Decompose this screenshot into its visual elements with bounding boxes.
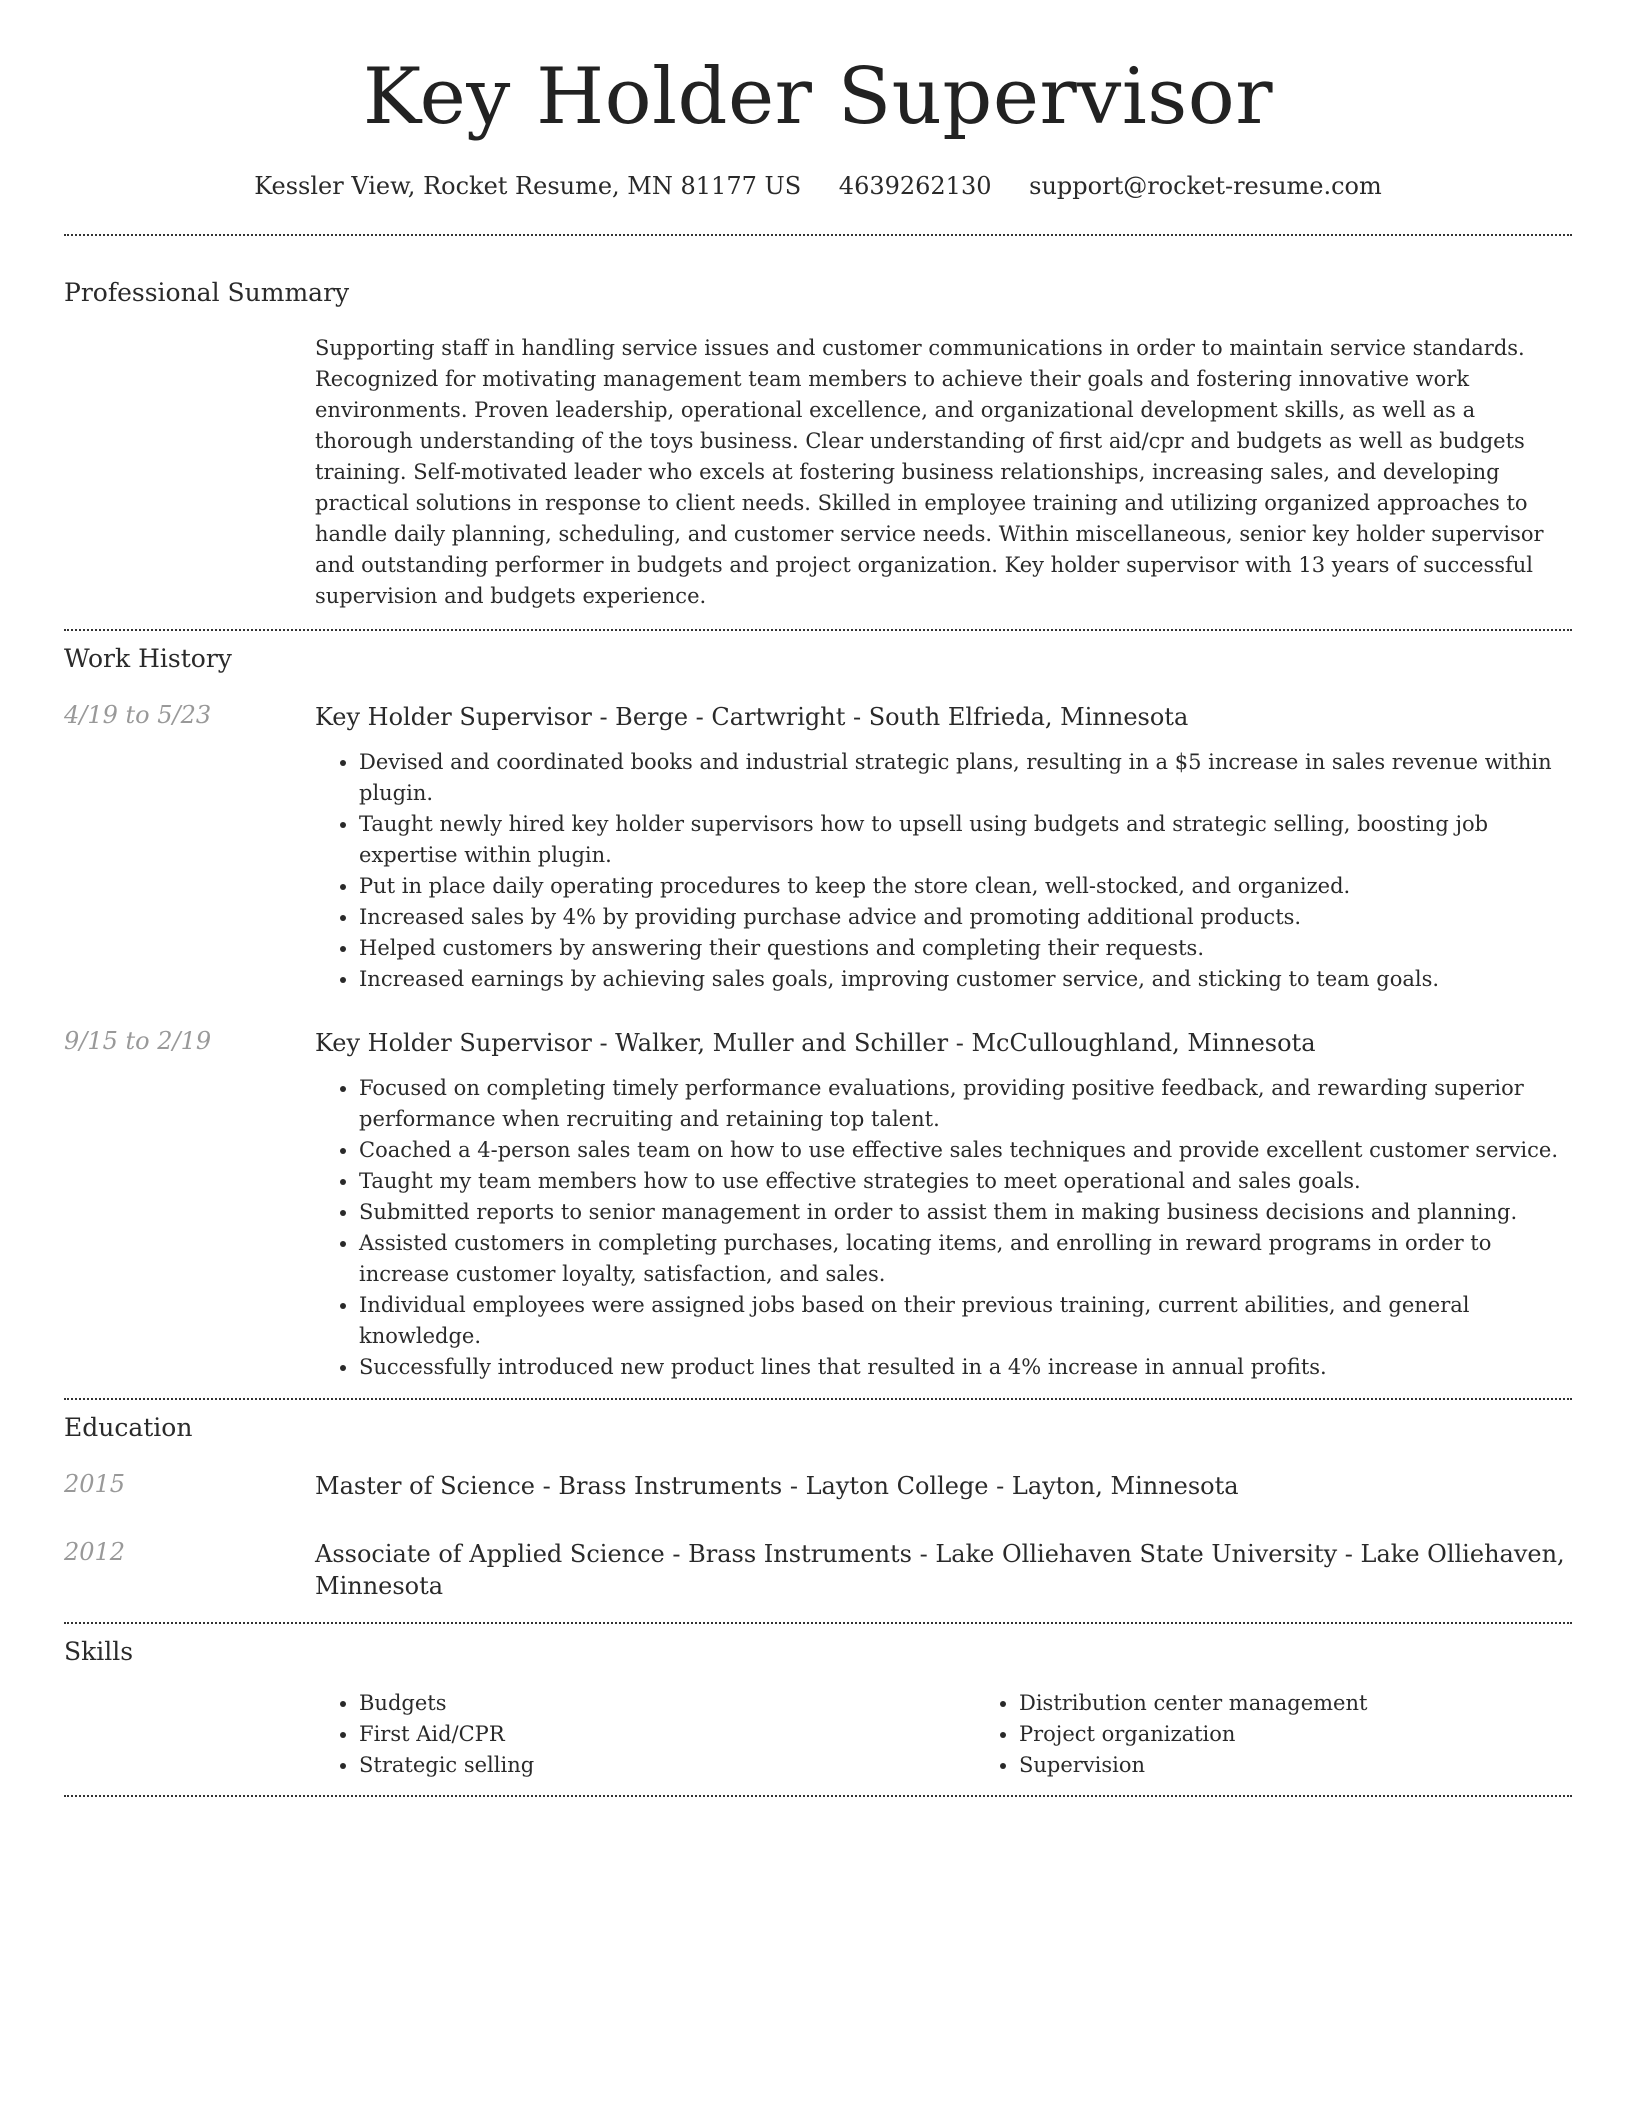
job-bullets bbox=[315, 1073, 1572, 1383]
skills-row bbox=[64, 1688, 1572, 1781]
contact-email: support@rocket-resume.com bbox=[1029, 172, 1382, 200]
resume-page bbox=[64, 0, 1572, 1797]
section-title-skills: Skills bbox=[64, 1637, 134, 1666]
skill-item: • Strategic selling bbox=[359, 1750, 975, 1781]
section-title-education: Education bbox=[64, 1413, 193, 1442]
skill-item: • Supervision bbox=[1019, 1750, 1632, 1781]
list-item: • Focused on completing timely performance evaluations, providing positive feedback, and rewarding superior performance when recruiting and retaining top talent. bbox=[359, 1073, 1572, 1135]
skills-list-right bbox=[975, 1688, 1632, 1781]
education-text: Master of Science - Brass Instruments - Layton College - Layton, Minnesota bbox=[315, 1472, 1239, 1500]
list-item: • Submitted reports to senior management in order to assist them in making business decisions and planning. bbox=[359, 1197, 1572, 1228]
list-item: • Successfully introduced new product lines that resulted in a 4% increase in annual profits. bbox=[359, 1352, 1572, 1383]
job-entry bbox=[64, 1027, 1572, 1383]
list-item: • Individual employees were assigned jobs based on their previous training, current abilities, and general knowledge. bbox=[359, 1290, 1572, 1352]
education-year: 2015 bbox=[64, 1470, 126, 1498]
divider bbox=[64, 234, 1572, 236]
skills-list-left bbox=[315, 1688, 975, 1781]
contact-line bbox=[64, 172, 1572, 200]
list-item: • Assisted customers in completing purchases, locating items, and enrolling in reward programs in order to increase customer loyalty, satisfaction, and sales. bbox=[359, 1228, 1572, 1290]
job-entry bbox=[64, 701, 1572, 995]
list-item: • Helped customers by answering their questions and completing their requests. bbox=[359, 933, 1572, 964]
list-item: • Devised and coordinated books and industrial strategic plans, resulting in a $5 increase in sales revenue within plugin. bbox=[359, 747, 1572, 809]
divider bbox=[64, 629, 1572, 631]
job-heading: Key Holder Supervisor - Walker, Muller and Schiller - McCulloughland, Minnesota bbox=[315, 1029, 1316, 1057]
skill-item: • Distribution center management bbox=[1019, 1688, 1632, 1719]
section-title-summary: Professional Summary bbox=[64, 278, 350, 307]
education-text: Associate of Applied Science - Brass Instruments - Lake Olliehaven State University - Lake Olliehaven, Minnesota bbox=[315, 1540, 1565, 1600]
skill-item: • First Aid/CPR bbox=[359, 1719, 975, 1750]
list-item: • Coached a 4-person sales team on how to use effective sales techniques and provide excellent customer service. bbox=[359, 1135, 1572, 1166]
education-entry bbox=[64, 1538, 1572, 1602]
list-item: • Put in place daily operating procedures to keep the store clean, well-stocked, and organized. bbox=[359, 871, 1572, 902]
education-entry bbox=[64, 1470, 1572, 1502]
skills-grid bbox=[315, 1688, 1632, 1781]
divider bbox=[64, 1795, 1572, 1797]
contact-phone: 4639262130 bbox=[838, 172, 992, 200]
summary-row bbox=[64, 333, 1572, 612]
list-item: • Increased earnings by achieving sales goals, improving customer service, and sticking to team goals. bbox=[359, 964, 1572, 995]
list-item: • Increased sales by 4% by providing purchase advice and promoting additional products. bbox=[359, 902, 1572, 933]
job-bullets bbox=[315, 747, 1572, 995]
contact-address: Kessler View, Rocket Resume, MN 81177 US bbox=[254, 172, 802, 200]
skill-item: • Project organization bbox=[1019, 1719, 1632, 1750]
education-year: 2012 bbox=[64, 1538, 126, 1566]
skill-item: • Budgets bbox=[359, 1688, 975, 1719]
summary-text: Supporting staff in handling service issues and customer communications in order to maintain service standards. Recognized for motivating management team members to achieve their goals and fostering innovative work environments. Proven leadership, operational excellence, and organizational development skills, as well as a thorough understanding of the toys business. Clear understanding of first aid/cpr and budgets as well as budgets training. Self-motivated leader who excels at fostering business relationships, increasing sales, and developing practical solutions in response to client needs. Skilled in employee training and utilizing organized approaches to handle daily planning, scheduling, and customer service needs. Within miscellaneous, senior key holder supervisor and outstanding performer in budgets and project organization. Key holder supervisor with 13 years of successful supervision and budgets experience. bbox=[315, 336, 1544, 608]
list-item: • Taught newly hired key holder supervisors how to upsell using budgets and strategic selling, boosting job expertise within plugin. bbox=[359, 809, 1572, 871]
job-dates: 9/15 to 2/19 bbox=[64, 1027, 212, 1055]
candidate-name: Key Holder Supervisor bbox=[362, 52, 1274, 142]
divider bbox=[64, 1398, 1572, 1400]
list-item: • Taught my team members how to use effective strategies to meet operational and sales goals. bbox=[359, 1166, 1572, 1197]
section-title-work-history: Work History bbox=[64, 644, 232, 673]
job-heading: Key Holder Supervisor - Berge - Cartwright - South Elfrieda, Minnesota bbox=[315, 703, 1189, 731]
job-dates: 4/19 to 5/23 bbox=[64, 701, 212, 729]
divider bbox=[64, 1622, 1572, 1624]
